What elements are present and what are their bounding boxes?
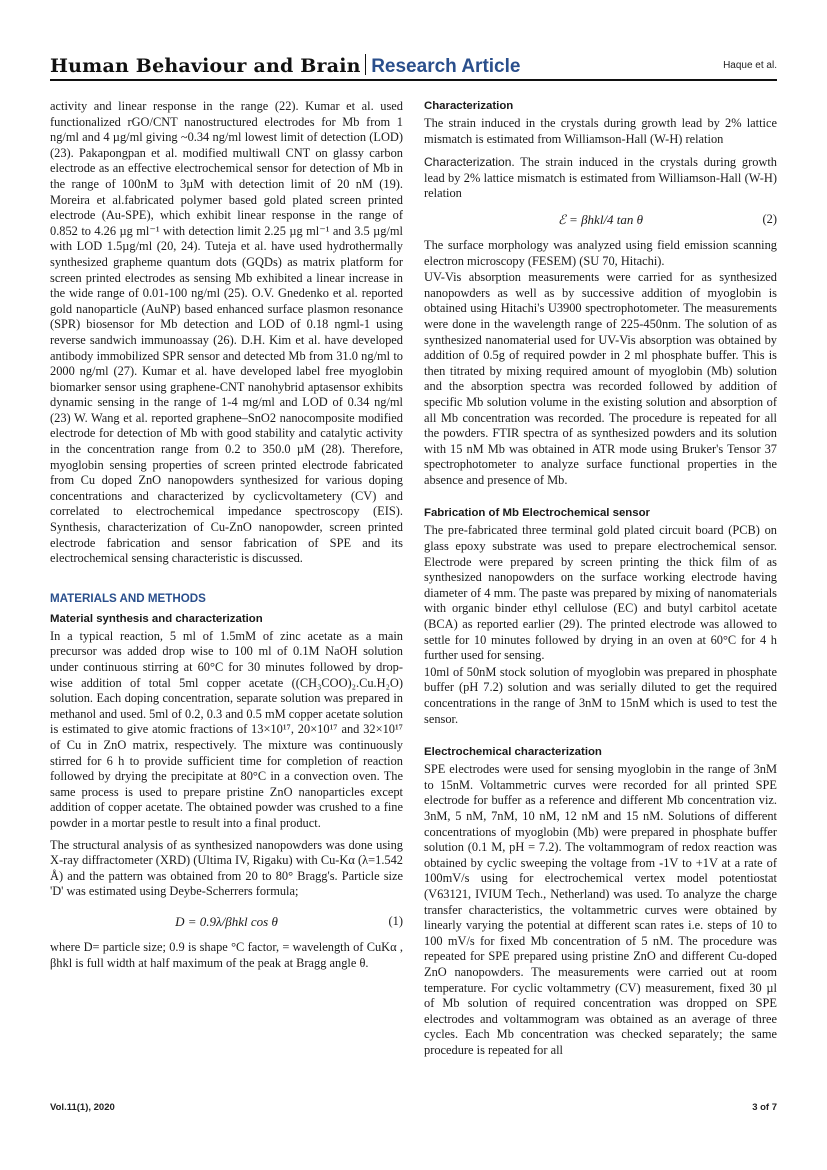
xrd-paragraph: The structural analysis of as synthesized nanopowders was done using X-ray diffractometer (XRD) (Ultima IV, Rigaku) with Cu-Kα (λ=1.542 Å) and the pattern was obtained from 20 to 80° Bragg's. Particle size 'D' was estimated using Deybe-Scherrers formula; [50,837,403,899]
article-type: Research Article [371,56,521,77]
subsection-heading-electrochemical: Electrochemical characterization [424,746,602,759]
equation-2 [424,208,777,238]
equation-1-number: (1) [388,913,403,928]
header-rule [50,79,777,81]
intro-paragraph: activity and linear response in the range (22). Kumar et al. used functionalized rGO/CNT nanostructured electrodes for Mb from 1 ng/ml and 4 µg/ml giving ~0.34 ng/ml lowest limit of detection (LOD) (23). Pakapongpan et al. modified multiwall CNT on glassy carbon electrode as an effective electrochemical sensor for detection of Mb in the range of 100nM to 3µM with detection limit of 20 nM (19). Moreira et al.fabricated polymer based gold plated screen printed electrode (Au-SPE), which exhibit linear response in the range of 0.852 to 4.26 µg ml⁻¹ with detection limit 2.25 µg ml⁻¹ and 3.5 µg/ml with LOD 1.5µg/ml (20, 24). Tuteja et al. have used hydrothermally synthesized grapheme quantum dots (GQDs) as matrix platform for screen printed electrodes as sensing Mb exhibited a linear increase in the wide range of 0.01-100 ng/ml (25). O.V. Gnedenko et al. reported gold nanoparticle (AuNP) based enhanced surface plasmon resonance (SPR) biosensor for Mb detection and LOD of 0.18 ngml-1 using reverse sandwich immunoassay (26). D.H. Kim et al. have developed antibody immobilized SPR sensor and detected Mb from 31.0 ng/ml to 2000 ng/ml (27). Kumar et al. have developed label free myoglobin biomarker sensor using graphene-CNT nanohybrid aptasensor exhibits dynamic sensing in the range of 1-4 mg/ml and LOD of 0.34 ng/ml (23) W. Wang et al. reported graphene–SnO2 nanocomposite modified electrode for detection of Mb with good stability and catalytic activity in the concentration range from 0.2 to 350.0 µM (28). Therefore, myoglobin sensing properties of screen printed electrode fabricated from Cu doped ZnO nanopowders synthesized for various doping concentrations and characterized by cyclicvoltametery (CV) and correlated to electrochemical impedance spectroscopy (EIS). Synthesis, characterization of Cu-ZnO nanopowder, screen printed electrode fabrication and sensor fabrication of SPE and its electrochemical sensing characteristic is discussed. [50,99,403,566]
right-column [424,99,777,1064]
characterization-paragraph: The strain induced in the crystals during growth lead by 2% lattice mismatch is estimated from Williamson-Hall (W-H) relation [424,116,777,146]
equation-2-body: ℰ = βhkl/4 tan θ [557,211,644,227]
subsection-heading-synthesis: Material synthesis and characterization [50,612,263,625]
electrochemical-paragraph: SPE electrodes were used for sensing myoglobin in the range of 3nM to 15nM. Voltammetric curves were recorded for all printed SPE electrode for buffer as a reference and different Mb concentration viz. 3nM, 5 nM, 7nM, 10 nM, 12 nM and 15 nM. Solutions of different concentrations of myoglobin (Mb) were prepared in phosphate buffer solution (0.1 M, pH = 7.2). The voltammogram of redox reaction was obtained by cyclic sweeping the voltage from -1V to +1V at a rate of 100mV/s using for electrochemical vertex model potentiostat (V63121, IVIUM Tech., Netherland) was used. To analyze the charge transfer characteristics, the voltammetric curves were obtained by linearly varying the potential at different scan rates i.e. steps of 10 to 100 mV/s for fixed Mb concentration of 5 nM. The procedure was repeated for SPE prepared using pristine ZnO and different Cu-doped ZnO nanopowders. The measurements were carried out at room temperature. For cyclic voltammetry (CV) measurement, fixed 30 µl of Mb solution of required concentration was dropped on SPE electrodes and voltammogram was obtained as an average of three cycles. Each Mb concentration was checked separately; the same procedure is repeated for all [424,762,777,1057]
fesem-paragraph: The surface morphology was analyzed using field emission scanning electron microscopy (FESEM) (SU 70, Hitachi). [424,237,777,268]
subsection-heading-fabrication: Fabrication of Mb Electrochemical sensor [424,507,650,520]
journal-name: Human Behaviour and Brain [50,55,361,77]
equation-1-body: D = 0.9λ/βhkl cos θ [175,913,278,929]
equation-2-number: (2) [762,211,777,226]
inline-heading: Characterization. [424,155,515,170]
section-heading: MATERIALS AND METHODS [50,591,206,605]
stock-solution-paragraph: 10ml of 50nM stock solution of myoglobin was prepared in phosphate buffer (pH 7.2) solution and was serially diluted to get the required concentrations in the range of 3nM to 15nM which is used to test the sensor. [424,664,777,726]
running-author: Haque et al. [723,60,777,71]
left-column [50,99,403,977]
footer-page-number: 3 of 7 [752,1102,777,1113]
page-header [50,54,777,80]
footer-volume: Vol.11(1), 2020 [50,1102,115,1113]
equation-1 [50,906,403,940]
synthesis-paragraph: In a typical reaction, 5 ml of 1.5mM of zinc acetate as a main precursor was added drop wise to 100 ml of 0.1M NaOH solution under continuous stirring at 60°C for 30 minutes followed by drop-wise addition of total 5ml copper acetate ((CH₃COO)₂.Cu.H₂O) solution. Each doping concentration, separate solution was prepared in methanol and used. 5ml of 0.2, 0.3 and 0.5 mM copper acetate solution is estimated to give atomic fractions of 13×10¹⁷, 20×10¹⁷ and 32×10¹⁷ of Cu in ZnO matrix, respectively. The mixture was continuously stirred for 6 h to provide sufficient time for completion of reaction followed by drying the precipitate at 80°C in a convection oven. The same process is used to prepare pristine ZnO nanoparticles except addition of copper acetate. The obtained powder was crushed to a fine powder in a mortar pestle to result into a final product. [50,628,403,830]
characterization-paragraph-repeat [424,155,777,202]
title-separator [365,54,367,75]
fabrication-paragraph: The pre-fabricated three terminal gold plated circuit board (PCB) on glass epoxy substrate was used to prepare electrochemical sensor. Electrode were prepared by screen printing the thick film of as synthesized nanopowders on the surface working electrode having diameter of 4 mm. The paste was prepared by mixing of nanomaterials with organic binder ethyl cellulose (EC) and butyl carbitol acetate (BCA) as reported earlier (29). The printed electrode was allowed to settle for 10 minutes followed by drying in an oven at 60°C for 4 h further used for sensing. [424,523,777,663]
characterization-repeat-text: The strain induced in the crystals during growth lead by 2% lattice mismatch is estimated from Williamson-Hall (W-H) relation [424,155,777,201]
subsection-heading-characterization: Characterization [424,100,514,112]
equation-1-explanation: where D= particle size; 0.9 is shape °C factor, = wavelength of CuKα , βhkl is full width at half maximum of the peak at Bragg angle θ. [50,939,403,970]
journal-title [50,54,520,78]
uvvis-paragraph: UV-Vis absorption measurements were carried for as synthesized nanopowders as well as by successive addition of myoglobin is obtained using Hitachi's U3900 spectrophotometer. The measurements were done in the wavelength range of 225-450nm. The solution of as synthesized nanomaterial used for UV-Vis absorption was obtained by addition of 0.5g of required powder in 2 ml phosphate buffer. This is then titrated by mixing required amount of myoglobin (Mb) solution and the absorption spectra was recorded followed by addition of specific Mb solution volume in the existing solution and absorption of all Mb concentration was recorded. The procedure is repeated for all the powders. FTIR spectra of as synthesized powders and its solution with 15 nM Mb was obtained in ATR mode using Bruker's Tensor 37 spectrophotometer to analyze surface functional properties in the absence and presence of Mb. [424,270,777,487]
